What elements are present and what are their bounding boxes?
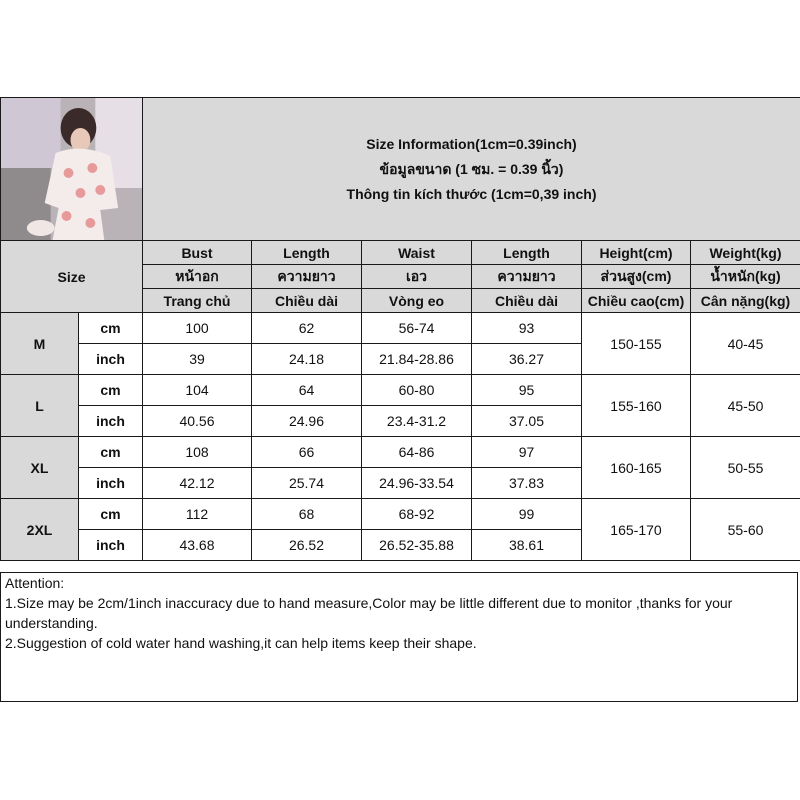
col-header-en: Waist (362, 241, 472, 265)
value-cell: 40.56 (143, 406, 252, 437)
size-header: Size (1, 241, 143, 313)
attention-notes (0, 572, 798, 702)
attention-heading: Attention: (5, 575, 65, 591)
value-cell: 64 (252, 375, 362, 406)
product-photo (1, 98, 142, 240)
title-vietnamese: Thông tin kích thước (1cm=0,39 inch) (346, 185, 597, 202)
weight-cell: 50-55 (691, 437, 800, 499)
col-header-th: ส่วนสูง(cm) (582, 265, 691, 289)
size-name: 2XL (1, 499, 79, 561)
unit-label: inch (79, 530, 143, 561)
col-header-vi: Cân nặng(kg) (691, 289, 800, 313)
col-header-en: Length (472, 241, 582, 265)
value-cell: 24.96 (252, 406, 362, 437)
value-cell: 97 (472, 437, 582, 468)
value-cell: 26.52 (252, 530, 362, 561)
value-cell: 99 (472, 499, 582, 530)
unit-label: cm (79, 375, 143, 406)
value-cell: 95 (472, 375, 582, 406)
col-header-vi: Chiều dài (252, 289, 362, 313)
value-cell: 68-92 (362, 499, 472, 530)
col-header-th: หน้าอก (143, 265, 252, 289)
title-thai: ข้อมูลขนาด (1 ซม. = 0.39 นิ้ว) (379, 160, 564, 177)
col-header-en: Length (252, 241, 362, 265)
value-cell: 37.83 (472, 468, 582, 499)
size-table (0, 97, 800, 561)
value-cell: 38.61 (472, 530, 582, 561)
unit-label: cm (79, 437, 143, 468)
attention-note: 1.Size may be 2cm/1inch inaccuracy due to hand measure,Color may be little different due to monitor ,thanks for your understanding. (5, 595, 733, 631)
value-cell: 42.12 (143, 468, 252, 499)
col-header-en: Weight(kg) (691, 241, 800, 265)
col-header-en: Bust (143, 241, 252, 265)
size-name: L (1, 375, 79, 437)
col-header-vi: Vòng eo (362, 289, 472, 313)
value-cell: 64-86 (362, 437, 472, 468)
height-cell: 150-155 (582, 313, 691, 375)
value-cell: 60-80 (362, 375, 472, 406)
col-header-vi: Chiều dài (472, 289, 582, 313)
product-photo-cell (1, 98, 143, 241)
value-cell: 108 (143, 437, 252, 468)
unit-label: inch (79, 344, 143, 375)
value-cell: 104 (143, 375, 252, 406)
col-header-vi: Trang chủ (143, 289, 252, 313)
value-cell: 93 (472, 313, 582, 344)
title-block (143, 98, 800, 241)
size-chart (0, 97, 800, 561)
value-cell: 24.96-33.54 (362, 468, 472, 499)
weight-cell: 55-60 (691, 499, 800, 561)
col-header-th: ความยาว (472, 265, 582, 289)
size-name: M (1, 313, 79, 375)
value-cell: 100 (143, 313, 252, 344)
value-cell: 62 (252, 313, 362, 344)
col-header-th: เอว (362, 265, 472, 289)
height-cell: 155-160 (582, 375, 691, 437)
title-english: Size Information(1cm=0.39inch) (366, 135, 577, 152)
value-cell: 43.68 (143, 530, 252, 561)
value-cell: 36.27 (472, 344, 582, 375)
value-cell: 26.52-35.88 (362, 530, 472, 561)
unit-label: cm (79, 499, 143, 530)
value-cell: 21.84-28.86 (362, 344, 472, 375)
attention-note: 2.Suggestion of cold water hand washing,it can help items keep their shape. (5, 635, 477, 651)
height-cell: 165-170 (582, 499, 691, 561)
size-name: XL (1, 437, 79, 499)
value-cell: 23.4-31.2 (362, 406, 472, 437)
value-cell: 24.18 (252, 344, 362, 375)
weight-cell: 40-45 (691, 313, 800, 375)
col-header-vi: Chiều cao(cm) (582, 289, 691, 313)
value-cell: 112 (143, 499, 252, 530)
value-cell: 56-74 (362, 313, 472, 344)
weight-cell: 45-50 (691, 375, 800, 437)
value-cell: 39 (143, 344, 252, 375)
unit-label: cm (79, 313, 143, 344)
unit-label: inch (79, 406, 143, 437)
col-header-th: ความยาว (252, 265, 362, 289)
col-header-en: Height(cm) (582, 241, 691, 265)
height-cell: 160-165 (582, 437, 691, 499)
value-cell: 66 (252, 437, 362, 468)
col-header-th: น้ำหนัก(kg) (691, 265, 800, 289)
unit-label: inch (79, 468, 143, 499)
value-cell: 25.74 (252, 468, 362, 499)
value-cell: 68 (252, 499, 362, 530)
value-cell: 37.05 (472, 406, 582, 437)
